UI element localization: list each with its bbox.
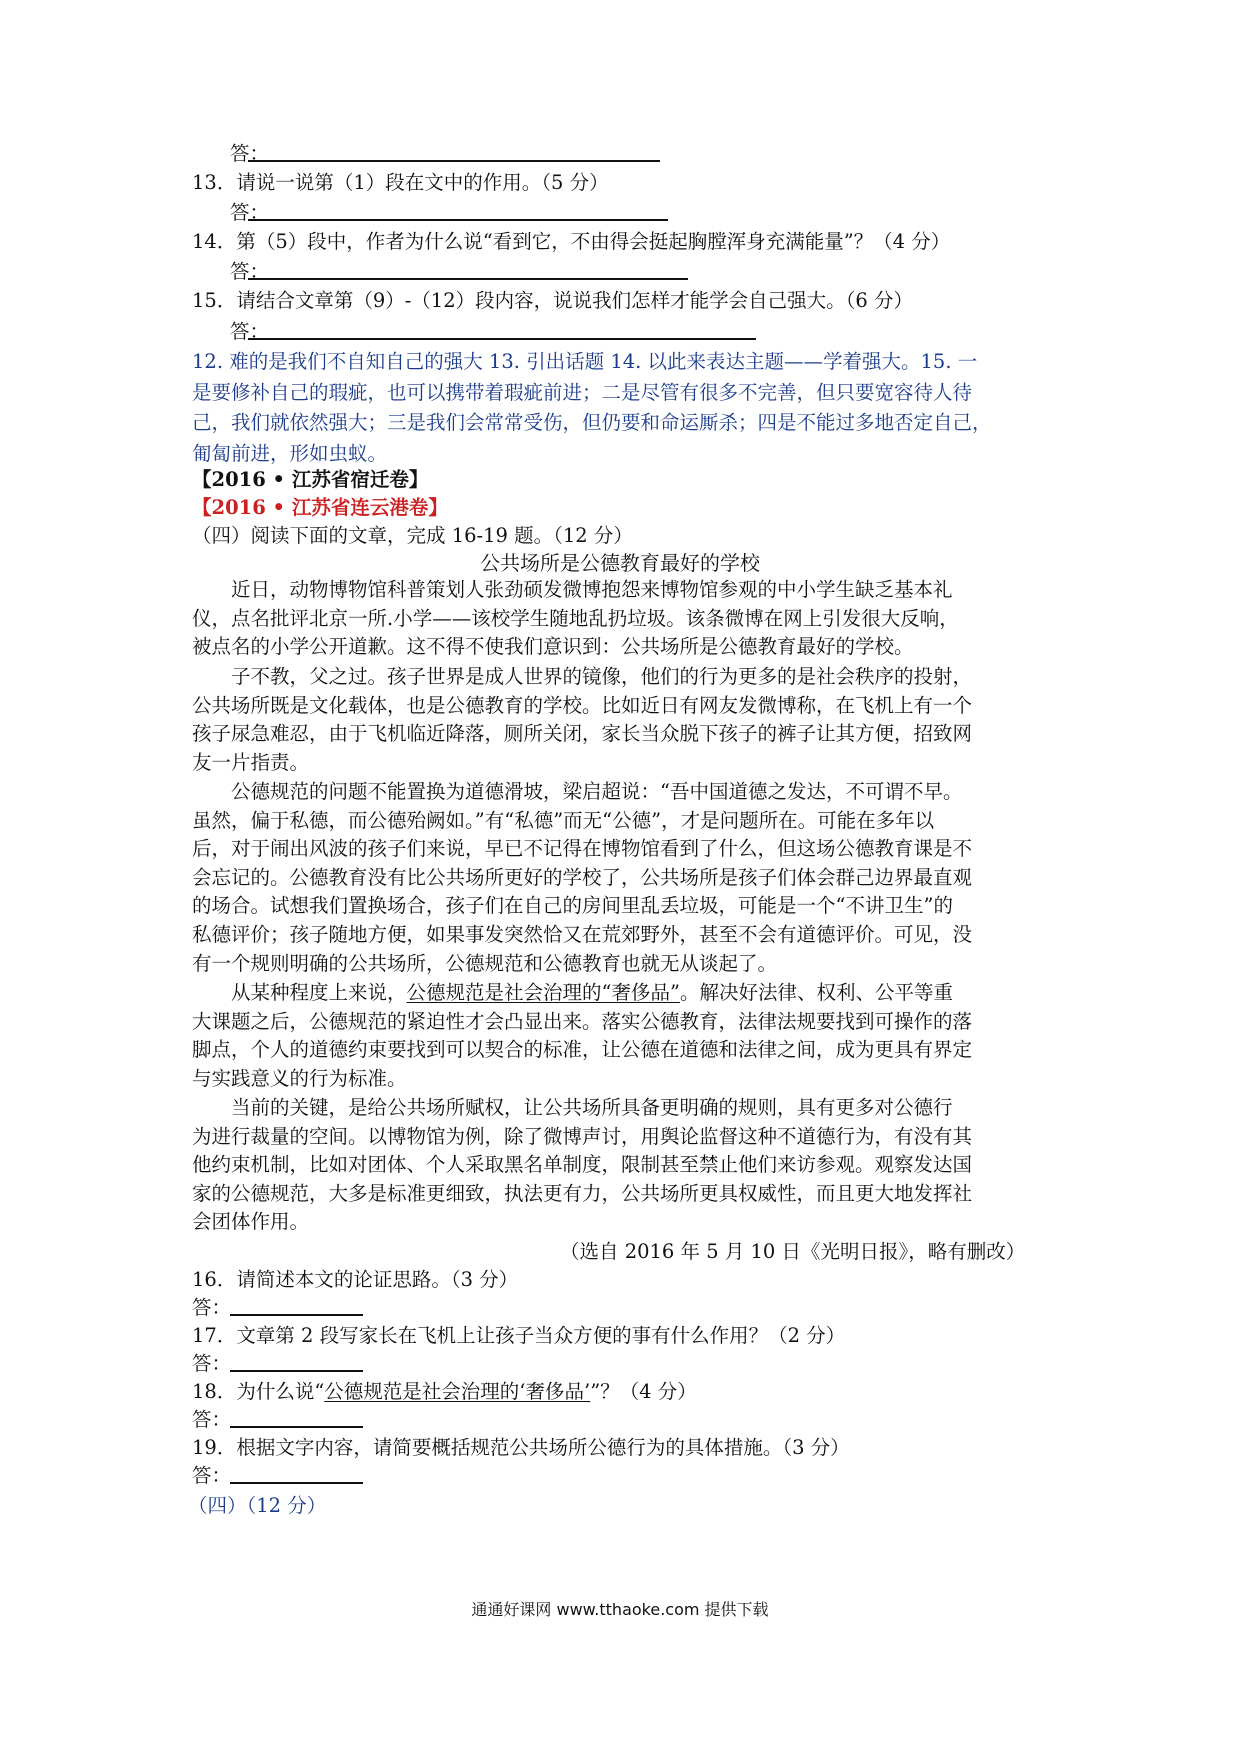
paragraph-line: 大课题之后，公德规范的紧迫性才会凸显出来。落实公德教育，法律法规要找到可操作的落 <box>192 1009 973 1033</box>
article-paragraph-2 <box>192 663 1052 777</box>
article-paragraph-1 <box>192 576 1052 662</box>
article-paragraph-5 <box>192 1094 1052 1237</box>
paragraph-line: 后，对于闹出风波的孩子们来说，早已不记得在博物馆看到了什么，但这场公德教育课是不 <box>192 837 973 861</box>
answer-blank-16[interactable] <box>230 1314 363 1316</box>
answer-label: 答： <box>192 1352 232 1375</box>
answer-label: 答： <box>192 1408 232 1431</box>
paragraph-line: 被点名的小学公开道歉。这不得不使我们意识到：公共场所是公德教育最好的学校。 <box>192 635 914 659</box>
underlined-phrase: 公德规范是社会治理的“奢侈品” <box>406 981 680 1004</box>
reference-answer-line: 12. 难的是我们不自知自己的强大 13. 引出话题 14. 以此来表达主题——学着强大。15. 一 <box>192 350 978 373</box>
answer-label: 答： <box>230 320 270 343</box>
paragraph-line: 为进行裁量的空间。以博物馆为例，除了微博声讨，用舆论监督这种不道德行为，有没有其 <box>192 1124 973 1148</box>
question-13: 13．请说一说第（1）段在文中的作用。（5 分） <box>192 171 609 194</box>
underlined-phrase: 公德规范是社会治理的‘奢侈品’ <box>324 1380 591 1403</box>
reference-answer-line: 是要修补自己的瑕疵，也可以携带着瑕疵前进；二是尽管有很多不完善，但只要宽容待人待 <box>192 380 973 404</box>
paragraph-line: 当前的关键，是给公共场所赋权，让公共场所具备更明确的规则，具有更多对公德行 <box>192 1096 953 1119</box>
answer-label: 答： <box>230 142 270 165</box>
paragraph-line: 私德评价；孩子随地方便，如果事发突然恰又在荒郊野外，甚至不会有道德评价。可见，没 <box>192 922 973 946</box>
paragraph-line: 公德规范的问题不能置换为道德滑坡，梁启超说：“吾中国道德之发达，不可谓不早。 <box>192 780 963 803</box>
paragraph-line <box>192 979 1052 1008</box>
paragraph-line: 友一片指责。 <box>192 750 310 774</box>
question-16: 16．请简述本文的论证思路。（3 分） <box>192 1268 519 1291</box>
question-18 <box>192 1378 697 1406</box>
reading-instruction: （四）阅读下面的文章，完成 16-19 题。（12 分） <box>192 524 633 547</box>
answer-line-13 <box>230 199 269 227</box>
paragraph-text: 从某种程度上来说， <box>192 981 407 1004</box>
question-17: 17．文章第 2 段写家长在飞机上让孩子当众方便的事有什么作用？（2 分） <box>192 1324 846 1347</box>
section-header-lianyungang: 【2016 • 江苏省连云港卷】 <box>192 496 448 519</box>
answer-blank-17[interactable] <box>230 1370 363 1372</box>
answer-blank-18[interactable] <box>230 1426 363 1428</box>
article-paragraph-4 <box>192 979 1052 1093</box>
paragraph-text: 。解决好法律、权利、公平等重 <box>679 981 953 1004</box>
paragraph-line: 虽然，偏于私德，而公德殆阙如。”有“私德”而无“公德”，才是问题所在。可能在多年以 <box>192 808 935 832</box>
answer-line-17 <box>192 1350 231 1378</box>
answer-line-14 <box>230 258 269 286</box>
answer-line-12 <box>230 140 269 168</box>
section-header-suqian: 【2016 • 江苏省宿迁卷】 <box>192 468 429 491</box>
answer-line-15 <box>230 318 269 346</box>
answer-label: 答： <box>192 1464 232 1487</box>
answer-blank-15[interactable] <box>248 338 756 340</box>
reference-answers <box>192 347 1052 469</box>
question-14: 14．第（5）段中，作者为什么说“看到它，不由得会挺起胸膛浑身充满能量”？（4 分） <box>192 230 951 253</box>
paragraph-line: 与实践意义的行为标准。 <box>192 1066 407 1090</box>
answer-label: 答： <box>230 260 270 283</box>
reference-answer-line: 己，我们就依然强大；三是我们会常常受伤，但仍要和命运厮杀；四是不能过多地否定自己， <box>192 411 992 434</box>
answer-line-19 <box>192 1462 231 1490</box>
reference-answer-line: 匍匐前进，形如虫蚁。 <box>192 441 388 465</box>
answer-label: 答： <box>192 1296 232 1319</box>
article-paragraph-3 <box>192 778 1052 978</box>
question-text: ”？（4 分） <box>590 1380 697 1403</box>
question-19: 19．根据文字内容，请简要概括规范公共场所公德行为的具体措施。（3 分） <box>192 1436 850 1459</box>
paragraph-line: 子不教，父之过。孩子世界是成人世界的镜像，他们的行为更多的是社会秩序的投射， <box>192 665 973 688</box>
answer-blank-12[interactable] <box>248 160 660 162</box>
score-note: （四）（12 分） <box>188 1494 327 1517</box>
answer-blank-14[interactable] <box>248 278 688 280</box>
paragraph-line: 会忘记的。公德教育没有比公共场所更好的学校了，公共场所是孩子们体会群己边界最直观 <box>192 865 973 889</box>
answer-line-16 <box>192 1294 231 1322</box>
paragraph-line: 家的公德规范，大多是标准更细致，执法更有力，公共场所更具权威性，而且更大地发挥社 <box>192 1181 973 1205</box>
article-source: （选自 2016 年 5 月 10 日《光明日报》，略有删改） <box>560 1240 1026 1263</box>
paragraph-line: 近日，动物博物馆科普策划人张劲硕发微博抱怨来博物馆参观的中小学生缺乏基本礼 <box>192 578 953 601</box>
paragraph-line: 脚点，个人的道德约束要找到可以契合的标准，让公德在道德和法律之间，成为更具有界定 <box>192 1038 973 1062</box>
answer-blank-19[interactable] <box>230 1482 363 1484</box>
paragraph-line: 孩子尿急难忍，由于飞机临近降落，厕所关闭，家长当众脱下孩子的裤子让其方便，招致网 <box>192 722 973 746</box>
paragraph-line: 仪，点名批评北京一所.小学——该校学生随地乱扔垃圾。该条微博在网上引发很大反响， <box>192 606 959 630</box>
question-text: 18．为什么说“ <box>192 1380 325 1403</box>
paragraph-line: 会团体作用。 <box>192 1210 310 1234</box>
paragraph-line: 他约束机制，比如对团体、个人采取黑名单制度，限制甚至禁止他们来访参观。观察发达国 <box>192 1153 973 1177</box>
page-footer: 通通好课网 www.tthaoke.com 提供下载 <box>471 1600 769 1619</box>
question-15: 15．请结合文章第（9）-（12）段内容，说说我们怎样才能学会自己强大。（6 分） <box>192 289 913 312</box>
article-title: 公共场所是公德教育最好的学校 <box>480 551 760 575</box>
paragraph-line: 的场合。试想我们置换场合，孩子们在自己的房间里乱丢垃圾，可能是一个“不讲卫生”的 <box>192 894 953 918</box>
paragraph-line: 有一个规则明确的公共场所，公德规范和公德教育也就无从谈起了。 <box>192 951 778 975</box>
answer-line-18 <box>192 1406 231 1434</box>
answer-blank-13[interactable] <box>248 219 668 221</box>
paragraph-line: 公共场所既是文化载体，也是公德教育的学校。比如近日有网友发微博称，在飞机上有一个 <box>192 693 973 717</box>
answer-label: 答： <box>230 201 270 224</box>
